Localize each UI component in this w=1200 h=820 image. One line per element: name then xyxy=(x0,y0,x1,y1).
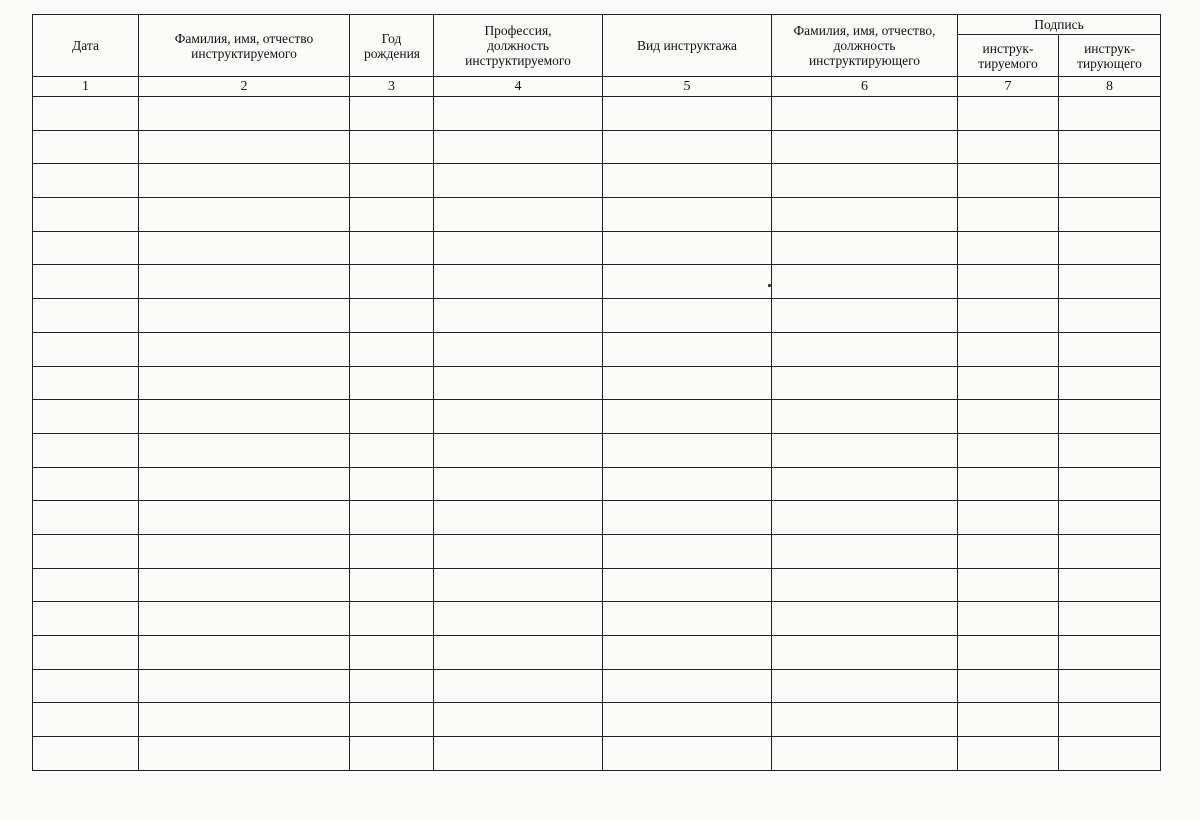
cell-instructor-name[interactable] xyxy=(772,97,958,131)
cell-birth-year[interactable] xyxy=(350,467,434,501)
cell-signature-instructor[interactable] xyxy=(1059,669,1161,703)
cell-profession[interactable] xyxy=(434,568,603,602)
cell-birth-year[interactable] xyxy=(350,568,434,602)
column-number: 1 xyxy=(33,77,139,97)
cell-trainee-name[interactable] xyxy=(139,568,350,602)
table-row xyxy=(33,669,1161,703)
table-row xyxy=(33,265,1161,299)
cell-profession[interactable] xyxy=(434,534,603,568)
cell-date[interactable] xyxy=(33,703,139,737)
cell-trainee-name[interactable] xyxy=(139,198,350,232)
cell-briefing-type[interactable] xyxy=(603,568,772,602)
cell-birth-year[interactable] xyxy=(350,164,434,198)
cell-trainee-name[interactable] xyxy=(139,231,350,265)
cell-signature-trainee[interactable] xyxy=(958,501,1059,535)
cell-signature-trainee[interactable] xyxy=(958,703,1059,737)
header-briefing-type: Вид инструктажа xyxy=(603,15,772,77)
briefing-journal-table xyxy=(32,14,1161,771)
cell-signature-instructor[interactable] xyxy=(1059,433,1161,467)
cell-birth-year[interactable] xyxy=(350,198,434,232)
cell-instructor-name[interactable] xyxy=(772,467,958,501)
cell-signature-instructor[interactable] xyxy=(1059,568,1161,602)
cell-signature-instructor[interactable] xyxy=(1059,231,1161,265)
cell-profession[interactable] xyxy=(434,299,603,333)
header-birth-year: Год рождения xyxy=(350,15,434,77)
cell-instructor-name[interactable] xyxy=(772,265,958,299)
cell-signature-trainee[interactable] xyxy=(958,130,1059,164)
cell-profession[interactable] xyxy=(434,602,603,636)
cell-briefing-type[interactable] xyxy=(603,400,772,434)
cell-instructor-name[interactable] xyxy=(772,669,958,703)
table-row xyxy=(33,534,1161,568)
cell-trainee-name[interactable] xyxy=(139,332,350,366)
cell-birth-year[interactable] xyxy=(350,534,434,568)
cell-signature-instructor[interactable] xyxy=(1059,97,1161,131)
header-profession: Профессия, должность инструктируемого xyxy=(434,15,603,77)
table-row xyxy=(33,97,1161,131)
header-instructor-name: Фамилия, имя, отчество, должность инструктирующего xyxy=(772,15,958,77)
cell-date[interactable] xyxy=(33,467,139,501)
cell-briefing-type[interactable] xyxy=(603,501,772,535)
cell-trainee-name[interactable] xyxy=(139,366,350,400)
cell-trainee-name[interactable] xyxy=(139,130,350,164)
cell-date[interactable] xyxy=(33,198,139,232)
cell-date[interactable] xyxy=(33,299,139,333)
cell-briefing-type[interactable] xyxy=(603,265,772,299)
cell-trainee-name[interactable] xyxy=(139,299,350,333)
cell-date[interactable] xyxy=(33,130,139,164)
cell-profession[interactable] xyxy=(434,636,603,670)
cell-signature-trainee[interactable] xyxy=(958,433,1059,467)
cell-birth-year[interactable] xyxy=(350,400,434,434)
cell-signature-trainee[interactable] xyxy=(958,299,1059,333)
cell-briefing-type[interactable] xyxy=(603,703,772,737)
cell-briefing-type[interactable] xyxy=(603,299,772,333)
cell-instructor-name[interactable] xyxy=(772,703,958,737)
cell-date[interactable] xyxy=(33,602,139,636)
cell-briefing-type[interactable] xyxy=(603,669,772,703)
cell-signature-trainee[interactable] xyxy=(958,400,1059,434)
cell-birth-year[interactable] xyxy=(350,130,434,164)
cell-briefing-type[interactable] xyxy=(603,164,772,198)
cell-instructor-name[interactable] xyxy=(772,568,958,602)
cell-trainee-name[interactable] xyxy=(139,636,350,670)
cell-instructor-name[interactable] xyxy=(772,231,958,265)
cell-briefing-type[interactable] xyxy=(603,366,772,400)
cell-signature-instructor[interactable] xyxy=(1059,198,1161,232)
cell-briefing-type[interactable] xyxy=(603,231,772,265)
cell-profession[interactable] xyxy=(434,501,603,535)
header-trainee-name: Фамилия, имя, отчество инструктируемого xyxy=(139,15,350,77)
cell-signature-trainee[interactable] xyxy=(958,97,1059,131)
cell-trainee-name[interactable] xyxy=(139,737,350,771)
cell-trainee-name[interactable] xyxy=(139,265,350,299)
cell-signature-trainee[interactable] xyxy=(958,636,1059,670)
cell-signature-trainee[interactable] xyxy=(958,602,1059,636)
cell-date[interactable] xyxy=(33,636,139,670)
header-signature-trainee: инструк-тируемого xyxy=(958,35,1059,77)
column-number: 7 xyxy=(958,77,1059,97)
table-row xyxy=(33,299,1161,333)
cell-birth-year[interactable] xyxy=(350,299,434,333)
table-row xyxy=(33,366,1161,400)
cell-instructor-name[interactable] xyxy=(772,130,958,164)
header-signature: Подпись xyxy=(958,15,1161,35)
header-date: Дата xyxy=(33,15,139,77)
cell-date[interactable] xyxy=(33,534,139,568)
cell-date[interactable] xyxy=(33,433,139,467)
cell-profession[interactable] xyxy=(434,97,603,131)
cell-birth-year[interactable] xyxy=(350,636,434,670)
table-row xyxy=(33,130,1161,164)
paper-speck xyxy=(768,284,771,287)
cell-birth-year[interactable] xyxy=(350,737,434,771)
cell-profession[interactable] xyxy=(434,332,603,366)
cell-date[interactable] xyxy=(33,501,139,535)
cell-instructor-name[interactable] xyxy=(772,299,958,333)
cell-date[interactable] xyxy=(33,366,139,400)
cell-date[interactable] xyxy=(33,265,139,299)
table-row xyxy=(33,501,1161,535)
cell-briefing-type[interactable] xyxy=(603,602,772,636)
cell-profession[interactable] xyxy=(434,164,603,198)
cell-instructor-name[interactable] xyxy=(772,534,958,568)
cell-date[interactable] xyxy=(33,669,139,703)
cell-birth-year[interactable] xyxy=(350,265,434,299)
cell-briefing-type[interactable] xyxy=(603,198,772,232)
cell-birth-year[interactable] xyxy=(350,433,434,467)
cell-signature-instructor[interactable] xyxy=(1059,366,1161,400)
cell-briefing-type[interactable] xyxy=(603,534,772,568)
cell-signature-instructor[interactable] xyxy=(1059,332,1161,366)
cell-birth-year[interactable] xyxy=(350,602,434,636)
cell-signature-trainee[interactable] xyxy=(958,231,1059,265)
cell-signature-trainee[interactable] xyxy=(958,568,1059,602)
cell-profession[interactable] xyxy=(434,231,603,265)
cell-instructor-name[interactable] xyxy=(772,737,958,771)
cell-date[interactable] xyxy=(33,97,139,131)
cell-trainee-name[interactable] xyxy=(139,534,350,568)
cell-profession[interactable] xyxy=(434,400,603,434)
table-row xyxy=(33,164,1161,198)
cell-instructor-name[interactable] xyxy=(772,400,958,434)
cell-trainee-name[interactable] xyxy=(139,703,350,737)
cell-signature-instructor[interactable] xyxy=(1059,467,1161,501)
cell-profession[interactable] xyxy=(434,130,603,164)
cell-signature-trainee[interactable] xyxy=(958,467,1059,501)
table-row xyxy=(33,433,1161,467)
table-row xyxy=(33,703,1161,737)
cell-instructor-name[interactable] xyxy=(772,366,958,400)
cell-briefing-type[interactable] xyxy=(603,433,772,467)
cell-trainee-name[interactable] xyxy=(139,501,350,535)
cell-signature-instructor[interactable] xyxy=(1059,636,1161,670)
cell-profession[interactable] xyxy=(434,669,603,703)
table-row xyxy=(33,467,1161,501)
cell-profession[interactable] xyxy=(434,467,603,501)
table-row xyxy=(33,332,1161,366)
cell-instructor-name[interactable] xyxy=(772,636,958,670)
cell-signature-instructor[interactable] xyxy=(1059,703,1161,737)
cell-signature-instructor[interactable] xyxy=(1059,602,1161,636)
cell-profession[interactable] xyxy=(434,737,603,771)
table-row xyxy=(33,602,1161,636)
table-row xyxy=(33,568,1161,602)
cell-signature-instructor[interactable] xyxy=(1059,130,1161,164)
cell-signature-instructor[interactable] xyxy=(1059,501,1161,535)
table-row xyxy=(33,231,1161,265)
cell-briefing-type[interactable] xyxy=(603,130,772,164)
cell-profession[interactable] xyxy=(434,366,603,400)
cell-signature-instructor[interactable] xyxy=(1059,164,1161,198)
cell-signature-trainee[interactable] xyxy=(958,366,1059,400)
cell-signature-trainee[interactable] xyxy=(958,669,1059,703)
cell-instructor-name[interactable] xyxy=(772,433,958,467)
cell-trainee-name[interactable] xyxy=(139,433,350,467)
table-row xyxy=(33,636,1161,670)
column-number: 8 xyxy=(1059,77,1161,97)
cell-signature-instructor[interactable] xyxy=(1059,534,1161,568)
column-number-row xyxy=(33,77,1161,97)
cell-birth-year[interactable] xyxy=(350,231,434,265)
column-number: 3 xyxy=(350,77,434,97)
cell-instructor-name[interactable] xyxy=(772,198,958,232)
cell-instructor-name[interactable] xyxy=(772,501,958,535)
cell-instructor-name[interactable] xyxy=(772,332,958,366)
header-signature-instructor: инструк-тирующего xyxy=(1059,35,1161,77)
cell-signature-trainee[interactable] xyxy=(958,265,1059,299)
cell-date[interactable] xyxy=(33,400,139,434)
cell-trainee-name[interactable] xyxy=(139,400,350,434)
cell-birth-year[interactable] xyxy=(350,669,434,703)
cell-trainee-name[interactable] xyxy=(139,669,350,703)
cell-signature-trainee[interactable] xyxy=(958,164,1059,198)
cell-date[interactable] xyxy=(33,737,139,771)
column-number: 2 xyxy=(139,77,350,97)
cell-instructor-name[interactable] xyxy=(772,602,958,636)
cell-signature-trainee[interactable] xyxy=(958,332,1059,366)
cell-birth-year[interactable] xyxy=(350,97,434,131)
cell-briefing-type[interactable] xyxy=(603,737,772,771)
cell-birth-year[interactable] xyxy=(350,703,434,737)
cell-briefing-type[interactable] xyxy=(603,97,772,131)
cell-briefing-type[interactable] xyxy=(603,636,772,670)
cell-profession[interactable] xyxy=(434,265,603,299)
cell-briefing-type[interactable] xyxy=(603,332,772,366)
cell-trainee-name[interactable] xyxy=(139,97,350,131)
cell-profession[interactable] xyxy=(434,703,603,737)
cell-briefing-type[interactable] xyxy=(603,467,772,501)
cell-date[interactable] xyxy=(33,332,139,366)
cell-birth-year[interactable] xyxy=(350,332,434,366)
cell-signature-instructor[interactable] xyxy=(1059,299,1161,333)
cell-signature-instructor[interactable] xyxy=(1059,265,1161,299)
cell-birth-year[interactable] xyxy=(350,366,434,400)
cell-trainee-name[interactable] xyxy=(139,467,350,501)
cell-profession[interactable] xyxy=(434,433,603,467)
column-number: 4 xyxy=(434,77,603,97)
column-number: 6 xyxy=(772,77,958,97)
table-row xyxy=(33,198,1161,232)
cell-birth-year[interactable] xyxy=(350,501,434,535)
cell-date[interactable] xyxy=(33,164,139,198)
cell-trainee-name[interactable] xyxy=(139,602,350,636)
table-row xyxy=(33,400,1161,434)
cell-signature-trainee[interactable] xyxy=(958,534,1059,568)
cell-instructor-name[interactable] xyxy=(772,164,958,198)
cell-signature-instructor[interactable] xyxy=(1059,737,1161,771)
cell-date[interactable] xyxy=(33,568,139,602)
cell-signature-trainee[interactable] xyxy=(958,198,1059,232)
cell-signature-instructor[interactable] xyxy=(1059,400,1161,434)
cell-profession[interactable] xyxy=(434,198,603,232)
cell-signature-trainee[interactable] xyxy=(958,737,1059,771)
column-number: 5 xyxy=(603,77,772,97)
cell-date[interactable] xyxy=(33,231,139,265)
table-row xyxy=(33,737,1161,771)
cell-trainee-name[interactable] xyxy=(139,164,350,198)
